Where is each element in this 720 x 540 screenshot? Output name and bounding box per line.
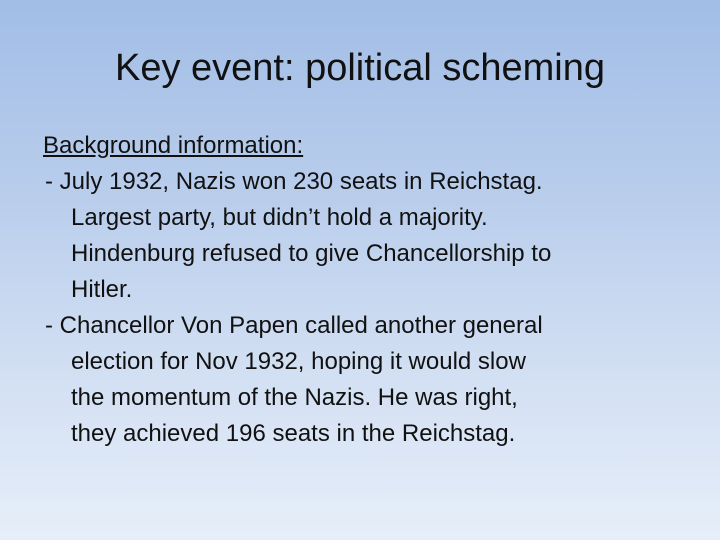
bullet-line: the momentum of the Nazis. He was right, — [71, 384, 518, 411]
bullet-line: Hindenburg refused to give Chancellorship to — [71, 240, 552, 267]
bullet-line: Largest party, but didn’t hold a majority. — [71, 204, 488, 231]
bullet-line: - Chancellor Von Papen called another general — [45, 312, 543, 339]
bullet-von-papen-election — [43, 308, 703, 452]
slide-body — [43, 128, 703, 452]
bullet-reichstag-election — [43, 164, 703, 308]
background-heading: Background information: — [43, 132, 304, 159]
bullet-line: - July 1932, Nazis won 230 seats in Reichstag. — [45, 168, 543, 195]
bullet-line: election for Nov 1932, hoping it would slow — [71, 348, 526, 375]
slide-title: Key event: political scheming — [114, 47, 606, 89]
bullet-line: they achieved 196 seats in the Reichstag. — [71, 420, 516, 447]
bullet-line: Hitler. — [71, 276, 133, 303]
